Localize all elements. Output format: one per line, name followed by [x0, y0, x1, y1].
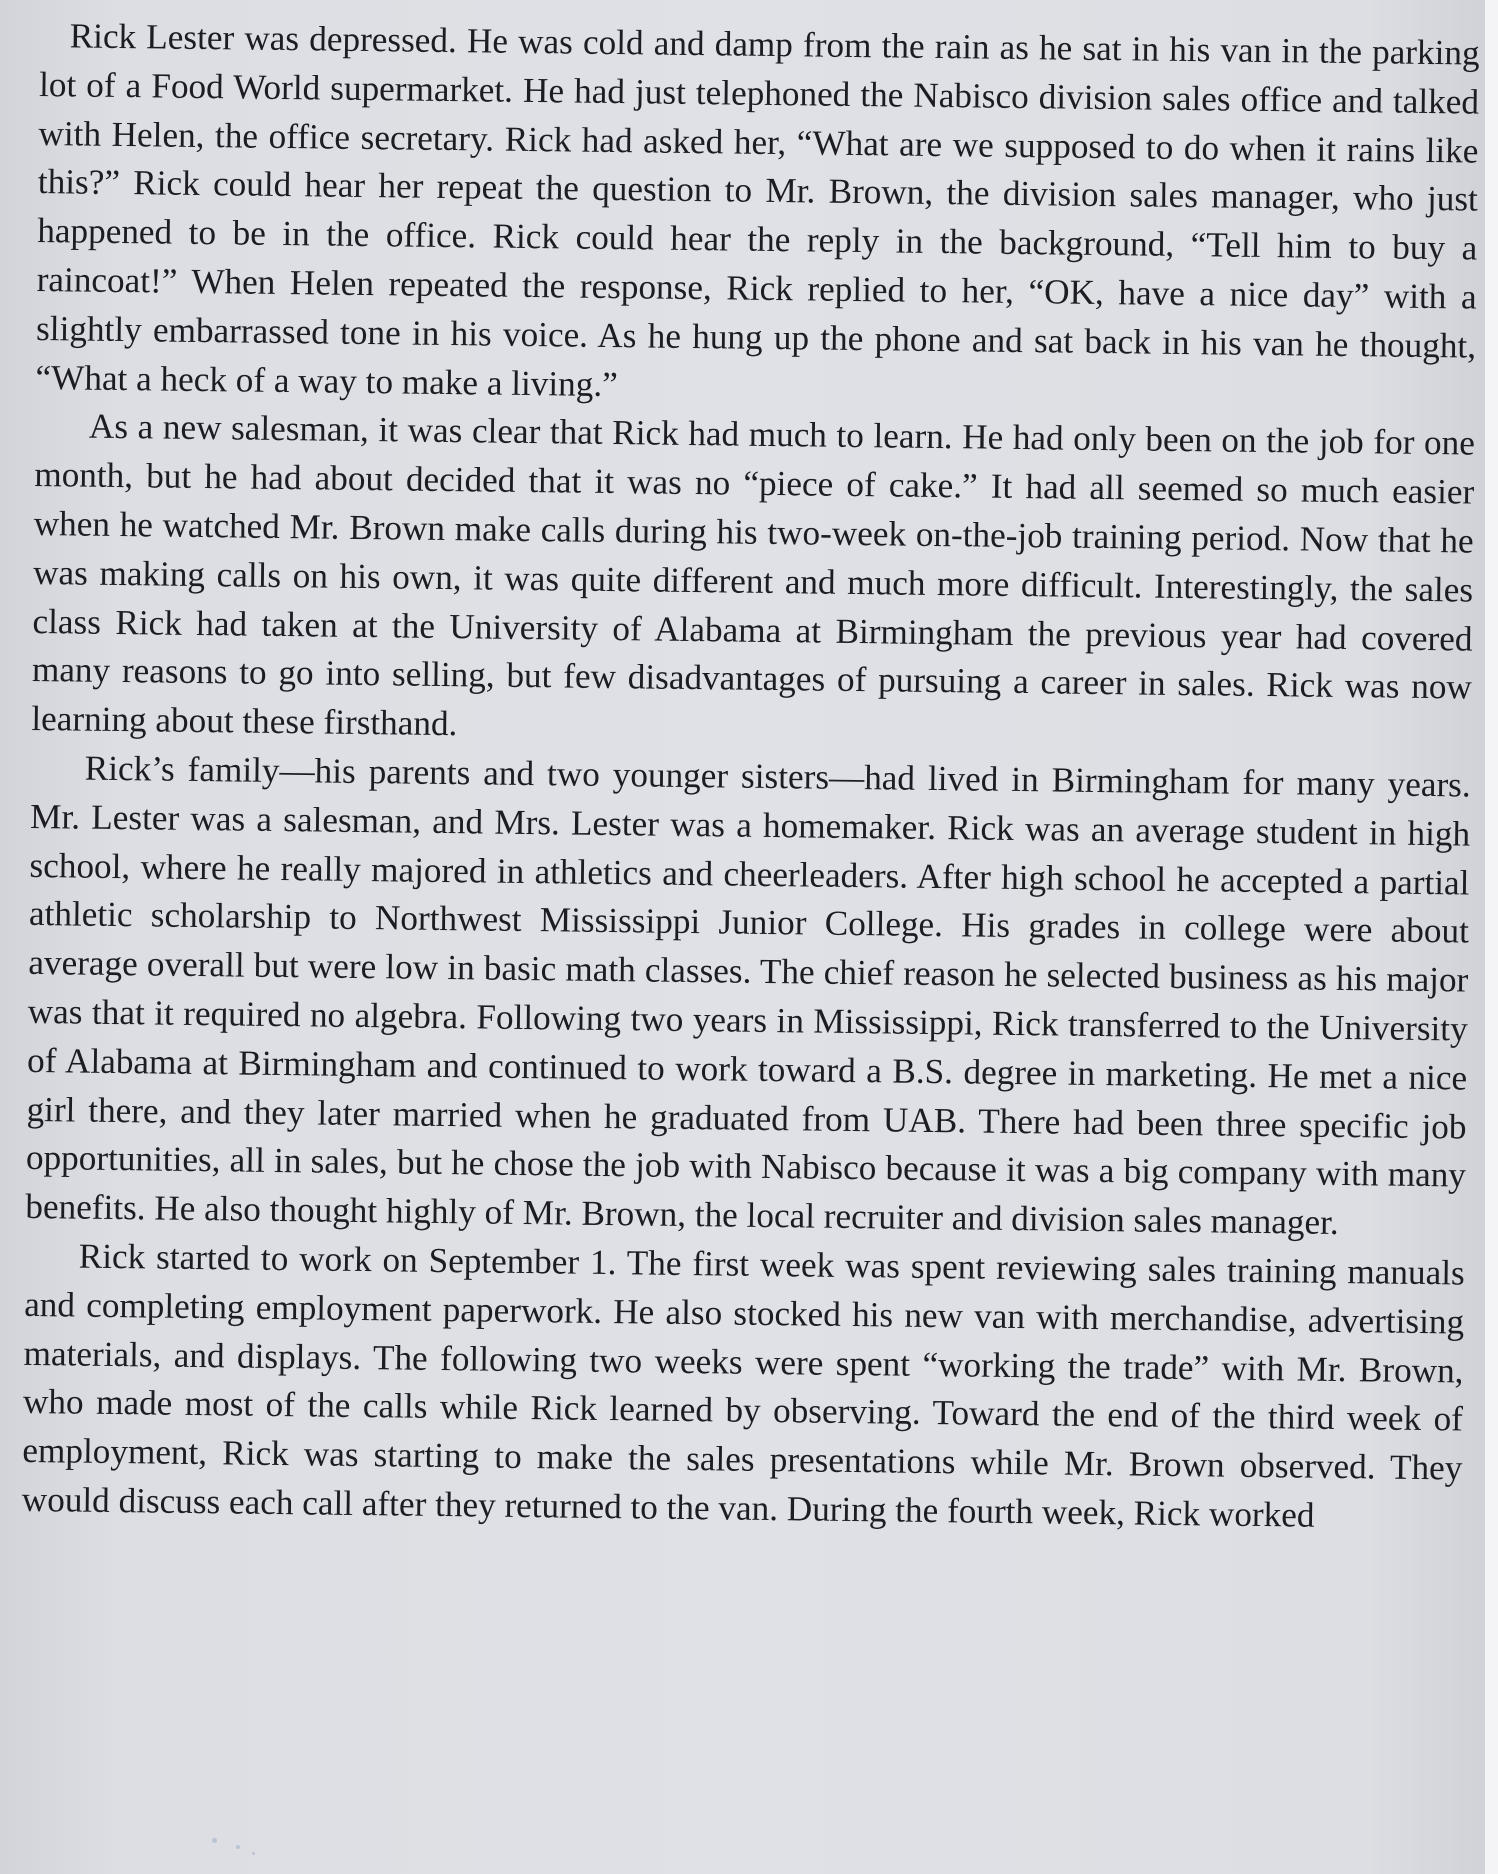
paragraph-4: Rick started to work on September 1. The first week was spent reviewing sales training manuals and completing employment paperwork. He also stocked his new van with merchandise, advertising materials, and displays. The following two weeks were spent “working the trade” with Mr. Brown, who made most of the calls while Rick learned by observing. Toward the end of the third week of employment, Rick was starting to make the sales presentations while Mr. Brown observed. They would discuss each call after they returned to the van. During the fourth week, Rick worked	[21, 1236, 1465, 1535]
ink-speck	[236, 1845, 240, 1849]
paragraph-2: As a new salesman, it was clear that Rick had much to learn. He had only been on the job for one month, but he had about decided that it was no “piece of cake.” It had all seemed so much easier when he watched Mr. Brown make calls during his two-week on-the-job training period. Now that he was making calls on his own, it was quite different and much more difficult. Interestingly, the sales class Rick had taken at the University of Alabama at Birmingham the previous year had covered many reasons to go into selling, but few disadvantages of pursuing a career in sales. Rick was now learning about these firsthand.	[31, 407, 1476, 744]
case-text	[22, 12, 1480, 1542]
right-margin	[1485, 0, 1498, 1874]
ink-speck	[212, 1838, 217, 1843]
paragraph-1: Rick Lester was depressed. He was cold and damp from the rain as he sat in his van in the parking lot of a Food World supermarket. He had just telephoned the Nabisco division sales office and talked with Helen, the office secretary. Rick had asked her, “What are we supposed to do when it rains like this?” Rick could hear her repeat the question to Mr. Brown, the division sales manager, who just happened to be in the office. Rick could hear the reply in the background, “Tell him to buy a raincoat!” When Helen repeated the response, Rick replied to her, “OK, have a nice day” with a slightly embarrassed tone in his voice. As he hung up the phone and sat back in his van he thought, “What a heck of a way to make a living.”	[35, 16, 1480, 404]
ink-speck	[252, 1852, 255, 1855]
paragraph-3: Rick’s family—his parents and two younger sisters—had lived in Birmingham for many years. Mr. Lester was a salesman, and Mrs. Lester was a homemaker. Rick was an average student in high school, where he really majored in athletics and cheerleaders. After high school he accepted a partial athletic scholarship to Northwest Mississippi Junior College. His grades in college were about average overall but were low in basic math classes. The chief reason he selected business as his major was that it required no algebra. Following two years in Mississippi, Rick transferred to the University of Alabama at Birmingham and continued to work toward a B.S. degree in marketing. He met a nice girl there, and they later married when he graduated from UAB. There had been three specific job opportunities, all in sales, but he chose the job with Nabisco because it was a big company with many benefits. He also thought highly of Mr. Brown, the local recruiter and division sales manager.	[25, 748, 1471, 1243]
